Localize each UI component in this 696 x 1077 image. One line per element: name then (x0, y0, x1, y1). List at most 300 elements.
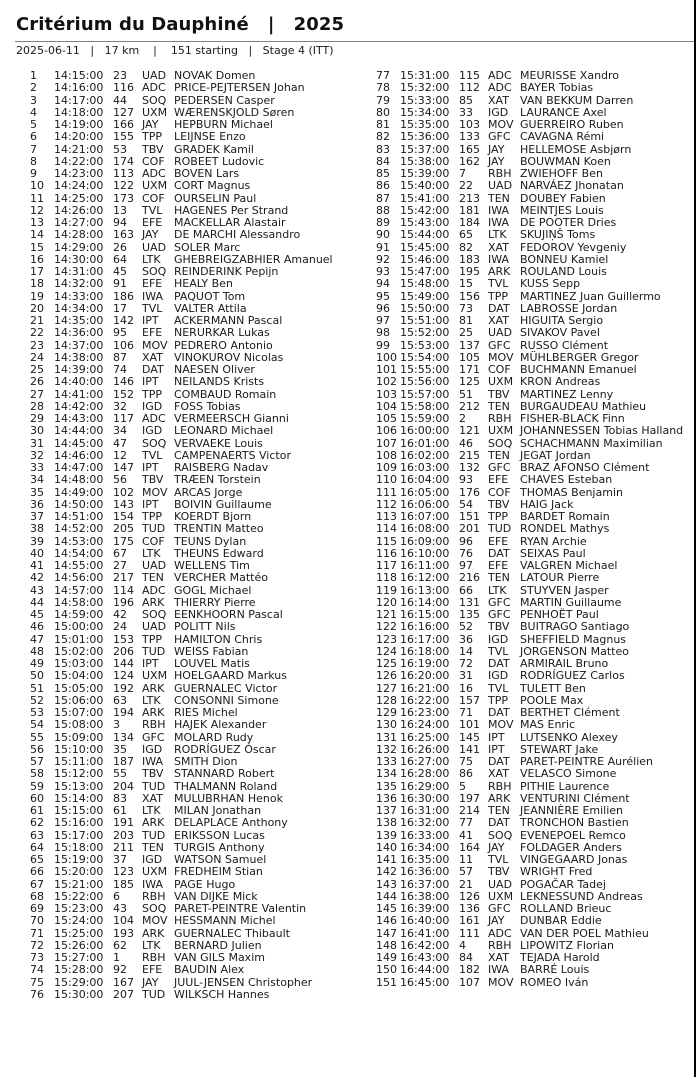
start-time: 15:21:00 (54, 877, 104, 891)
start-order: 80 (376, 105, 390, 119)
rider-name: TULETT Ben (520, 681, 586, 695)
bib-number: 13 (113, 203, 127, 217)
start-order: 127 (376, 681, 397, 695)
rider-name: REINDERINK Pepijn (174, 265, 279, 278)
team-code: COF (142, 534, 165, 548)
rider-name: GUERNALEC Victor (174, 681, 278, 695)
start-order: 20 (30, 301, 44, 315)
start-order: 52 (30, 693, 44, 707)
bib-number: 126 (459, 889, 480, 903)
rider-name: RODRÍGUEZ Carlos (520, 669, 625, 683)
bib-number: 121 (459, 424, 480, 438)
start-order: 130 (376, 718, 397, 732)
bib-number: 204 (113, 779, 134, 793)
start-time: 16:07:00 (400, 510, 450, 523)
start-order: 128 (376, 693, 397, 707)
rider-name: HAIG Jack (520, 497, 574, 511)
start-order: 123 (376, 632, 397, 646)
team-code: IGD (488, 669, 509, 683)
team-code: IWA (142, 289, 164, 303)
rider-name: PEDERSEN Casper (174, 93, 275, 107)
start-order: 42 (30, 571, 44, 585)
start-order: 139 (376, 828, 397, 842)
rider-name: DE POOTER Dries (520, 216, 617, 229)
rider-name: TURGIS Anthony (174, 840, 265, 854)
rider-name: ROMEO Iván (520, 975, 589, 989)
bib-number: 11 (459, 853, 473, 866)
rider-name: WILKSCH Hannes (174, 987, 270, 1001)
team-code: SOQ (142, 265, 167, 278)
start-time: 14:24:00 (54, 179, 104, 193)
start-time: 15:33:00 (400, 93, 450, 107)
start-time: 14:45:00 (54, 436, 104, 450)
team-code: EFE (488, 473, 509, 487)
team-code: TUD (142, 644, 166, 658)
start-time: 16:29:00 (400, 779, 450, 793)
start-time: 14:36:00 (54, 326, 104, 340)
bib-number: 137 (459, 338, 480, 352)
team-code: ADC (142, 81, 166, 95)
team-code: TPP (142, 632, 162, 646)
start-order: 89 (376, 216, 390, 229)
start-time: 14:33:00 (54, 289, 104, 303)
start-time: 16:10:00 (400, 546, 450, 560)
rider-name: STANNARD Robert (174, 767, 275, 781)
bib-number: 71 (459, 706, 473, 719)
rider-name: BURGAUDEAU Mathieu (520, 399, 647, 413)
start-order: 113 (376, 510, 397, 523)
team-code: ADC (142, 167, 166, 180)
team-code: JAY (488, 154, 505, 168)
rider-name: TRONCHON Bastien (520, 816, 629, 830)
bib-number: 112 (459, 81, 480, 95)
bib-number: 36 (459, 632, 473, 646)
bib-number: 86 (459, 767, 473, 781)
bib-number: 166 (113, 118, 134, 131)
rider-name: OURSELIN Paul (174, 191, 257, 205)
start-time: 14:30:00 (54, 252, 104, 266)
rider-name: WATSON Samuel (174, 853, 267, 866)
start-order: 98 (376, 326, 390, 340)
team-code: UAD (488, 877, 513, 891)
rider-name: POLITT Nils (174, 620, 236, 634)
bib-number: 163 (113, 228, 134, 242)
bib-number: 155 (113, 130, 134, 144)
start-time: 15:12:00 (54, 767, 104, 781)
start-order: 39 (30, 534, 44, 548)
bib-number: 101 (459, 718, 480, 732)
rider-name: TEUNS Dylan (174, 534, 247, 548)
start-time: 16:28:00 (400, 767, 450, 781)
start-time: 14:42:00 (54, 399, 104, 413)
team-code: GFC (488, 595, 511, 609)
rider-name: GOGL Michael (174, 583, 252, 597)
team-code: SOQ (142, 436, 167, 450)
team-code: EFE (488, 559, 509, 572)
start-time: 15:03:00 (54, 657, 104, 670)
start-time: 15:09:00 (54, 730, 104, 744)
start-time: 16:00:00 (400, 424, 450, 438)
rider-name: HOELGAARD Markus (174, 669, 287, 683)
rider-name: HAMILTON Chris (174, 632, 263, 646)
bib-number: 44 (113, 93, 127, 107)
team-code: TUD (142, 779, 166, 793)
rider-name: FEDOROV Yevgeniy (520, 240, 627, 254)
rider-name: GRADEK Kamil (174, 142, 254, 156)
start-time: 14:19:00 (54, 118, 104, 131)
team-code: ARK (142, 926, 165, 940)
rider-name: VERCHER Mattéo (174, 571, 268, 585)
rider-name: NAESEN Oliver (174, 363, 255, 376)
bib-number: 72 (459, 657, 473, 670)
bib-number: 165 (459, 142, 480, 156)
bib-number: 143 (113, 497, 134, 511)
start-order: 118 (376, 571, 397, 585)
rider-name: NEILANDS Krists (174, 375, 265, 389)
team-code: IGD (142, 853, 163, 866)
start-order: 38 (30, 522, 44, 536)
team-code: RBH (488, 412, 512, 425)
team-code: ARK (488, 265, 511, 278)
rider-name: SCHACHMANN Maximilian (520, 436, 663, 450)
rider-name: DELAPLACE Anthony (174, 816, 288, 830)
start-order: 6 (30, 130, 37, 144)
bib-number: 152 (113, 387, 134, 401)
start-time: 16:34:00 (400, 840, 450, 854)
bib-number: 76 (459, 546, 473, 560)
bib-number: 46 (459, 436, 473, 450)
start-order: 12 (30, 203, 44, 217)
start-time: 15:44:00 (400, 228, 450, 242)
start-order: 137 (376, 804, 397, 817)
bib-number: 127 (113, 105, 134, 119)
rider-name: NERURKAR Lukas (174, 326, 270, 340)
rider-name: ROULAND Louis (520, 265, 607, 278)
start-time: 16:26:00 (400, 742, 450, 756)
bib-number: 183 (459, 252, 480, 266)
start-order: 108 (376, 448, 397, 462)
start-time: 15:28:00 (54, 963, 104, 977)
start-time: 15:36:00 (400, 130, 450, 144)
rider-name: VALTER Attila (174, 301, 247, 315)
header-divider (15, 41, 694, 42)
team-code: GFC (488, 338, 511, 352)
start-order: 115 (376, 534, 397, 548)
rider-name: BAYER Tobias (520, 81, 594, 95)
bib-number: 35 (113, 742, 127, 756)
team-code: LTK (142, 546, 161, 560)
rider-name: STUYVEN Jasper (520, 583, 609, 597)
start-time: 14:26:00 (54, 203, 104, 217)
start-time: 16:01:00 (400, 436, 450, 450)
team-code: MOV (142, 338, 168, 352)
start-order: 95 (376, 289, 390, 303)
team-code: IWA (488, 252, 510, 266)
bib-number: 185 (113, 877, 134, 891)
start-time: 14:51:00 (54, 510, 104, 523)
start-order: 76 (30, 987, 44, 1001)
bib-number: 65 (459, 228, 473, 242)
start-time: 15:13:00 (54, 779, 104, 793)
team-code: UAD (142, 240, 167, 254)
start-time: 16:13:00 (400, 583, 450, 597)
rider-name: DUNBAR Eddie (520, 914, 602, 928)
start-time: 15:35:00 (400, 118, 450, 131)
team-code: XAT (488, 314, 509, 327)
bib-number: 144 (113, 657, 134, 670)
start-time: 14:28:00 (54, 228, 104, 242)
bib-number: 1 (113, 951, 120, 964)
rider-name: SEIXAS Paul (520, 546, 586, 560)
rider-name: THEUNS Edward (174, 546, 264, 560)
start-order: 55 (30, 730, 44, 744)
rider-name: BAUDIN Alex (174, 963, 245, 977)
start-order: 88 (376, 203, 390, 217)
start-order: 122 (376, 620, 397, 634)
rider-name: MILAN Jonathan (174, 804, 262, 817)
start-time: 14:25:00 (54, 191, 104, 205)
bib-number: 81 (459, 314, 473, 327)
team-code: XAT (488, 951, 509, 964)
start-order: 21 (30, 314, 44, 327)
start-time: 14:15:00 (54, 69, 104, 82)
start-time: 14:44:00 (54, 424, 104, 438)
rider-name: ACKERMANN Pascal (174, 314, 283, 327)
start-time: 14:49:00 (54, 485, 104, 499)
start-time: 15:49:00 (400, 289, 450, 303)
team-code: DAT (488, 706, 510, 719)
bib-number: 154 (113, 510, 134, 523)
start-order: 9 (30, 167, 37, 180)
bib-number: 146 (113, 375, 134, 389)
team-code: DAT (488, 657, 510, 670)
team-code: TEN (488, 448, 510, 462)
start-time: 16:14:00 (400, 595, 450, 609)
start-time: 14:32:00 (54, 277, 104, 291)
bib-number: 93 (459, 473, 473, 487)
start-time: 16:02:00 (400, 448, 450, 462)
bib-number: 26 (113, 240, 127, 254)
team-code: TVL (142, 301, 163, 315)
rider-name: VAN GILS Maxim (174, 951, 265, 964)
team-code: ADC (488, 81, 512, 95)
rider-name: JEANNIÈRE Emilien (520, 804, 624, 817)
rider-name: LABROSSE Jordan (520, 301, 618, 315)
rider-name: DE MARCHI Alessandro (174, 228, 301, 242)
start-time: 15:41:00 (400, 191, 450, 205)
bib-number: 15 (459, 277, 473, 291)
bib-number: 111 (459, 926, 480, 940)
start-order: 121 (376, 608, 397, 621)
team-code: IGD (142, 424, 163, 438)
start-order: 129 (376, 706, 397, 719)
start-order: 44 (30, 595, 44, 609)
start-order: 2 (30, 81, 37, 95)
rider-name: FOLDAGER Anders (520, 840, 622, 854)
bib-number: 136 (459, 902, 480, 915)
rider-name: MACKELLAR Alastair (174, 216, 286, 229)
rider-name: FREDHEIM Stian (174, 865, 263, 879)
rider-name: HAJEK Alexander (174, 718, 267, 732)
start-time: 15:18:00 (54, 840, 104, 854)
start-order: 63 (30, 828, 44, 842)
start-order: 73 (30, 951, 44, 964)
start-time: 16:45:00 (400, 975, 450, 989)
rider-name: LUTSENKO Alexey (520, 730, 618, 744)
start-order: 45 (30, 608, 44, 621)
rider-name: NARVÁEZ Jhonatan (520, 179, 624, 193)
rider-name: RONDEL Mathys (520, 522, 610, 536)
start-time: 14:58:00 (54, 595, 104, 609)
start-order: 3 (30, 93, 37, 107)
team-code: TEN (488, 804, 510, 817)
bib-number: 63 (113, 693, 127, 707)
bib-number: 116 (113, 81, 134, 95)
team-code: UAD (142, 559, 167, 572)
start-order: 132 (376, 742, 397, 756)
team-code: SOQ (488, 436, 513, 450)
rider-name: CORT Magnus (174, 179, 251, 193)
rider-name: FOSS Tobias (174, 399, 241, 413)
team-code: LTK (488, 583, 507, 597)
start-time: 16:12:00 (400, 571, 450, 585)
stage-info: 2025-06-11 | 17 km | 151 starting | Stage 4 (ITT) (16, 44, 334, 57)
team-code: TPP (488, 510, 508, 523)
rider-name: SHEFFIELD Magnus (520, 632, 627, 646)
bib-number: 145 (459, 730, 480, 744)
start-order: 140 (376, 840, 397, 854)
start-order: 145 (376, 902, 397, 915)
rider-name: HEPBURN Michael (174, 118, 273, 131)
rider-name: MULUBRHAN Henok (174, 791, 283, 805)
start-time: 15:52:00 (400, 326, 450, 340)
start-time: 14:23:00 (54, 167, 104, 180)
bib-number: 45 (113, 265, 127, 278)
rider-name: GHEBREIGZABHIER Amanuel (174, 252, 333, 266)
bib-number: 132 (459, 461, 480, 474)
team-code: GFC (488, 608, 511, 621)
rider-name: STEWART Jake (520, 742, 599, 756)
start-order: 54 (30, 718, 44, 732)
start-time: 15:46:00 (400, 252, 450, 266)
start-time: 16:18:00 (400, 644, 450, 658)
start-order: 26 (30, 375, 44, 389)
team-code: TBV (142, 473, 164, 487)
start-order: 56 (30, 742, 44, 756)
start-time: 14:47:00 (54, 461, 104, 474)
start-order: 74 (30, 963, 44, 977)
start-order: 36 (30, 497, 44, 511)
team-code: UXM (142, 669, 168, 683)
team-code: UAD (142, 69, 167, 82)
team-code: IWA (488, 216, 510, 229)
rider-name: BUITRAGO Santiago (520, 620, 630, 634)
rider-name: WEISS Fabian (174, 644, 249, 658)
team-code: IPT (142, 461, 159, 474)
rider-name: BERTHET Clément (520, 706, 620, 719)
team-code: DAT (488, 546, 510, 560)
rider-name: VINOKUROV Nicolas (174, 350, 284, 364)
start-order: 109 (376, 461, 397, 474)
bib-number: 201 (459, 522, 480, 536)
start-time: 16:17:00 (400, 632, 450, 646)
start-order: 57 (30, 755, 44, 768)
team-code: UXM (488, 889, 514, 903)
bib-number: 187 (113, 755, 134, 768)
team-code: RBH (142, 951, 166, 964)
team-code: XAT (488, 767, 509, 781)
rider-name: VAN BEKKUM Darren (520, 93, 634, 107)
rider-name: VELASCO Simone (520, 767, 617, 781)
start-order: 94 (376, 277, 390, 291)
bib-number: 64 (113, 252, 127, 266)
start-order: 120 (376, 595, 397, 609)
start-time: 16:36:00 (400, 865, 450, 879)
team-code: DAT (142, 363, 164, 376)
start-order: 68 (30, 889, 44, 903)
start-time: 16:11:00 (400, 559, 450, 572)
start-time: 14:22:00 (54, 154, 104, 168)
team-code: ADC (488, 926, 512, 940)
start-time: 15:40:00 (400, 179, 450, 193)
bib-number: 42 (113, 608, 127, 621)
start-time: 14:55:00 (54, 559, 104, 572)
start-time: 16:15:00 (400, 608, 450, 621)
rider-name: BARRÉ Louis (520, 963, 590, 977)
start-time: 15:45:00 (400, 240, 450, 254)
start-order: 48 (30, 644, 44, 658)
start-time: 15:16:00 (54, 816, 104, 830)
start-time: 16:08:00 (400, 522, 450, 536)
bib-number: 157 (459, 693, 480, 707)
team-code: ARK (142, 681, 165, 695)
bib-number: 142 (113, 314, 134, 327)
team-code: ADC (142, 412, 166, 425)
start-order: 110 (376, 473, 397, 487)
start-order: 135 (376, 779, 397, 793)
bib-number: 214 (459, 804, 480, 817)
rider-name: GUERREIRO Ruben (520, 118, 624, 131)
bib-number: 74 (113, 363, 127, 376)
bib-number: 216 (459, 571, 480, 585)
start-order: 41 (30, 559, 44, 572)
start-order: 58 (30, 767, 44, 781)
start-order: 31 (30, 436, 44, 450)
bib-number: 207 (113, 987, 134, 1001)
start-order: 103 (376, 387, 397, 401)
rider-name: RYAN Archie (520, 534, 587, 548)
start-time: 16:04:00 (400, 473, 450, 487)
rider-name: RIES Michel (174, 706, 238, 719)
start-time: 14:27:00 (54, 216, 104, 229)
start-time: 15:58:00 (400, 399, 450, 413)
start-order: 25 (30, 363, 44, 376)
rider-name: FISHER-BLACK Finn (520, 412, 625, 425)
bib-number: 122 (113, 179, 134, 193)
start-time: 15:57:00 (400, 387, 450, 401)
start-time: 15:31:00 (400, 69, 450, 82)
bib-number: 95 (113, 326, 127, 340)
start-order: 5 (30, 118, 37, 131)
team-code: TUD (142, 828, 166, 842)
team-code: XAT (142, 350, 163, 364)
bib-number: 215 (459, 448, 480, 462)
team-code: UAD (488, 179, 513, 193)
start-time: 15:53:00 (400, 338, 450, 352)
team-code: RBH (488, 167, 512, 180)
rider-name: MAS Enric (520, 718, 576, 732)
start-order: 62 (30, 816, 44, 830)
